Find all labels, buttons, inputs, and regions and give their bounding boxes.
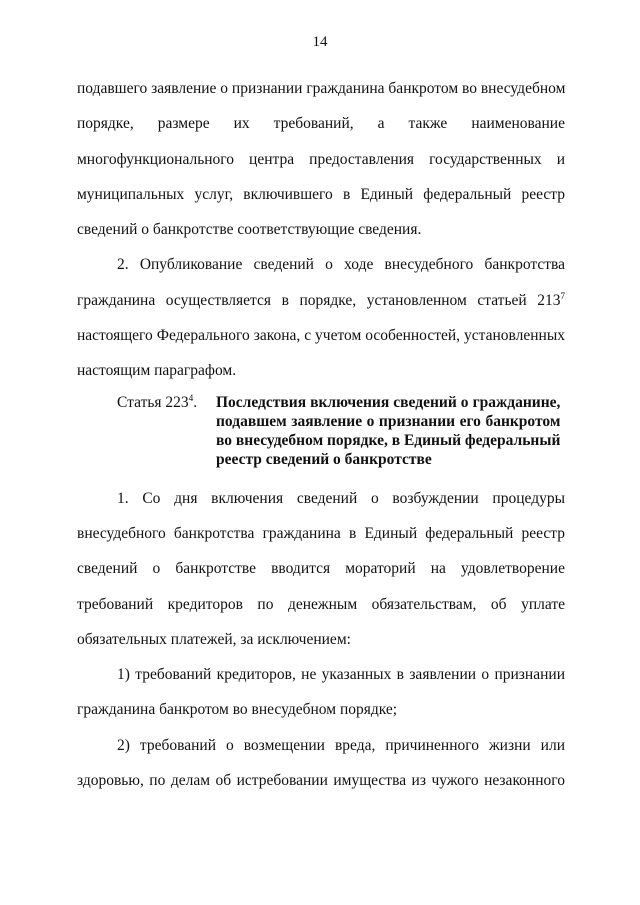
text-line: гражданина банкротом во внесудебном порядке; [77, 701, 398, 719]
text-line [77, 283, 565, 318]
paragraph-continuation [77, 71, 565, 247]
article-title-line: во внесудебном порядке, в Единый федеральный [216, 431, 561, 449]
article-title [216, 393, 560, 469]
paragraph-2 [77, 247, 565, 388]
text-line: 2. Опубликование сведений о ходе внесудебного банкротства [117, 256, 565, 274]
text-line: многофункционального центра предоставления государственных и [77, 150, 565, 168]
text-line: 1. Со дня включения сведений о возбуждении процедуры [117, 489, 565, 507]
document-body [77, 71, 565, 798]
article-title-line: подавшем заявление о признании его банкротом [216, 412, 561, 430]
article-title-line: Последствия включения сведений о гражданине, [216, 393, 561, 411]
article-reference-superscript: 7 [560, 290, 565, 301]
article-label-superscript: 4 [188, 392, 194, 403]
text-line: сведений о банкротстве вводится мораторий на удовлетворение [77, 560, 565, 578]
article-title-line: реестр сведений о банкротстве [216, 450, 432, 468]
text-line: обязательных платежей, за исключением: [77, 630, 351, 648]
text-line: настоящим параграфом. [77, 362, 237, 380]
text-line: сведений о банкротстве соответствующие сведения. [77, 221, 422, 239]
article-label [77, 393, 216, 469]
article-heading [77, 393, 565, 469]
text-line: муниципальных услуг, включившего в Единый федеральный реестр [77, 185, 565, 203]
page-number: 14 [312, 34, 328, 50]
text-line: подавшего заявление о признании гражданина банкротом во внесудебном [77, 80, 566, 97]
text-line: требований кредиторов по денежным обязательствам, об уплате [77, 595, 565, 613]
text-line: порядке, размере их требований, а также наименование [77, 115, 565, 133]
text-line: 1) требований кредиторов, не указанных в заявлении о признании [117, 666, 565, 684]
text-line: 2) требований о возмещении вреда, причиненного жизни или [117, 736, 565, 754]
text-line: внесудебного банкротства гражданина в Единый федеральный реестр [77, 524, 565, 542]
list-item-2 [77, 728, 565, 799]
text-line: здоровью, по делам об истребовании имущества из чужого незаконного [77, 772, 565, 790]
list-item-1 [77, 657, 565, 728]
text-fragment: гражданина осуществляется в порядке, установленном статьей 213 [77, 291, 561, 309]
paragraph-3 [77, 481, 565, 657]
article-label-suffix: . [193, 393, 198, 411]
text-line: настоящего Федерального закона, с учетом особенностей, установленных [77, 327, 565, 345]
article-label-text: Статья 223 [117, 393, 189, 411]
